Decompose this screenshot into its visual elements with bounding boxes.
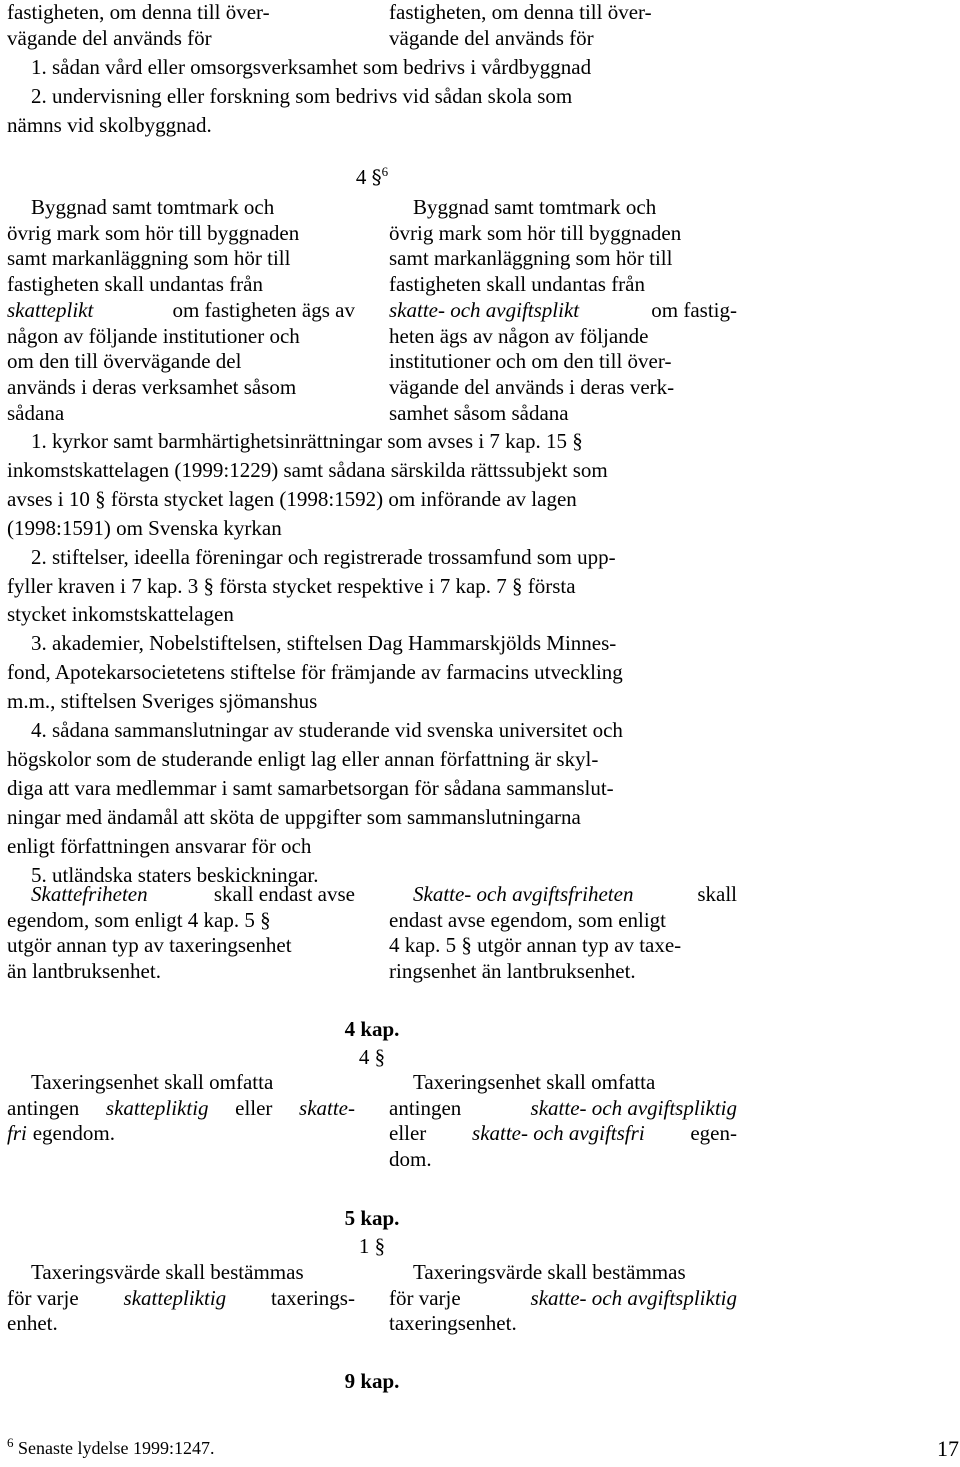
chapter-4-heading: 4 kap.: [344, 1017, 400, 1041]
list-item: diga att vara medlemmar i samt samarbetsorgan för sådana sammanslut-: [7, 775, 614, 800]
prev-left-line: vägande del används för: [7, 25, 212, 50]
text-line: sådana: [7, 400, 65, 425]
list-item: avses i 10 § första stycket lagen (1998:1592) om införande av lagen: [7, 486, 577, 511]
text-line: heten ägs av någon av följande: [389, 323, 649, 348]
text-line: ringsenhet än lantbruksenhet.: [389, 959, 636, 984]
text-run: om fastig-: [651, 297, 737, 322]
text-line: Taxeringsvärde skall bestämmas: [31, 1260, 304, 1284]
paragraph-sign: §: [371, 165, 382, 189]
section-4-right-column: [389, 195, 737, 426]
emphasis: Skatte- och avgiftsfriheten: [413, 882, 634, 906]
text-run: egen-: [690, 1121, 737, 1146]
section-4-list: [7, 427, 737, 890]
text-line: samt markanläggning som hör till: [7, 246, 291, 271]
text-line: Byggnad samt tomtmark och: [413, 195, 657, 219]
text-line: övrig mark som hör till byggnaden: [389, 220, 682, 245]
prev-left-column: [7, 0, 355, 51]
text-line: Taxeringsvärde skall bestämmas: [413, 1260, 686, 1284]
text-line: Taxeringsenhet skall omfatta: [31, 1070, 274, 1094]
list-item: 4. sådana sammanslutningar av studerande vid svenska universitet och: [31, 718, 623, 743]
text-line: används i deras verksamhet såsom: [7, 374, 297, 399]
footnote: [7, 1435, 215, 1459]
emphasis: skattepliktig: [123, 1285, 227, 1310]
footnote-text: Senaste lydelse 1999:1247.: [18, 1438, 215, 1458]
prev-left-line: fastigheten, om denna till över-: [7, 0, 270, 24]
text-run: skall: [697, 882, 737, 906]
text-line: vägande del används i deras verk-: [389, 374, 675, 399]
text-line: [389, 882, 737, 908]
text-line: [7, 298, 355, 324]
text-run: eller: [235, 1095, 273, 1120]
text-line: samhet såsom sådana: [389, 400, 569, 425]
emphasis: skatte- och avgiftspliktig: [530, 1285, 737, 1310]
text-run: egendom.: [32, 1121, 115, 1146]
prev-right-line: fastigheten, om denna till över-: [389, 0, 652, 24]
section-4-right-tail: [389, 882, 737, 985]
text-line: institutioner och om den till över-: [389, 349, 672, 374]
chapter-4-left: [7, 1070, 355, 1147]
list-item: högskolor som de studerande enligt lag eller annan författning är skyl-: [7, 746, 599, 771]
text-line: övrig mark som hör till byggnaden: [7, 220, 300, 245]
text-line: 4 kap. 5 § utgör annan typ av taxe-: [389, 933, 682, 958]
list-item: fond, Apotekarsocietetens stiftelse för främjande av farmacins utveckling: [7, 660, 623, 685]
emphasis: skatte- och avgiftsplikt: [389, 297, 580, 322]
text-line: [389, 1121, 737, 1147]
text-run: för varje: [389, 1285, 461, 1310]
text-line: taxeringsenhet.: [389, 1311, 517, 1336]
emphasis: skatte- och avgiftspliktig: [530, 1095, 737, 1120]
text-line: endast avse egendom, som enligt: [389, 907, 667, 932]
list-item: 3. akademier, Nobelstiftelsen, stiftelsen Dag Hammarskjölds Minnes-: [31, 631, 617, 656]
text-run: antingen: [7, 1095, 80, 1120]
chapter-5-left: [7, 1260, 355, 1337]
list-item: 5. utländska staters beskickningar.: [31, 862, 319, 887]
text-line: [7, 1121, 355, 1147]
chapter-4-paragraph: 4 §: [358, 1045, 386, 1069]
list-item: 1. kyrkor samt barmhärtighetsinrättningar som avses i 7 kap. 15 §: [31, 429, 583, 453]
text-line: [7, 882, 355, 908]
text-line: om den till övervägande del: [7, 349, 242, 374]
prev-right-line: vägande del används för: [389, 25, 594, 50]
emphasis: fri: [7, 1121, 27, 1146]
chapter-5-heading: 5 kap.: [344, 1206, 400, 1230]
list-item: (1998:1591) om Svenska kyrkan: [7, 515, 282, 540]
footnote-mark: 6: [7, 1435, 14, 1450]
text-line: [389, 298, 737, 324]
text-line: [7, 1096, 355, 1122]
chapter-9-heading: 9 kap.: [344, 1369, 400, 1393]
text-line: [7, 1286, 355, 1312]
text-line: än lantbruksenhet.: [7, 959, 161, 984]
list-item: enligt författningen ansvarar för och: [7, 833, 312, 858]
text-line: [389, 1286, 737, 1312]
text-run: eller: [389, 1121, 427, 1146]
list-item: m.m., stiftelsen Sveriges sjömanshus: [7, 689, 318, 714]
list-item: stycket inkomstskattelagen: [7, 602, 234, 627]
text-line: utgör annan typ av taxeringsenhet: [7, 933, 292, 958]
emphasis: skatte- och avgiftsfri: [472, 1121, 645, 1146]
chapter-5-paragraph: 1 §: [358, 1234, 386, 1258]
text-line: dom.: [389, 1147, 432, 1172]
text-line: samt markanläggning som hör till: [389, 246, 673, 271]
list-item: 2. stiftelser, ideella föreningar och registrerade trossamfund som upp-: [31, 544, 616, 569]
list-item: fyller kraven i 7 kap. 3 § första stycket respektive i 7 kap. 7 § första: [7, 573, 576, 598]
text-line: Taxeringsenhet skall omfatta: [413, 1070, 656, 1094]
emphasis: Skattefriheten: [31, 882, 148, 906]
text-run: för varje: [7, 1285, 79, 1310]
section-4-left-column: [7, 195, 355, 426]
section-number: 4: [355, 165, 367, 189]
emphasis: skattepliktig: [105, 1095, 209, 1120]
text-line: [389, 1096, 737, 1122]
text-run: om fastigheten ägs av: [172, 297, 355, 322]
section-4-heading: [7, 165, 737, 190]
text-line: fastigheten skall undantas från: [7, 272, 263, 297]
list-item: ningar med ändamål att sköta de uppgifter som sammanslutningarna: [7, 804, 581, 829]
list-item: 2. undervisning eller forskning som bedrivs vid sådan skola som: [31, 83, 573, 108]
list-item: 1. sådan vård eller omsorgsverksamhet som bedrivs i vårdbyggnad: [31, 55, 592, 79]
text-line: fastigheten skall undantas från: [389, 272, 645, 297]
text-line: någon av följande institutioner och: [7, 323, 300, 348]
footnote-reference: 6: [381, 164, 389, 179]
emphasis: skatteplikt: [7, 297, 94, 322]
list-item: inkomstskattelagen (1999:1229) samt sådana särskilda rättssubjekt som: [7, 457, 608, 482]
text-line: egendom, som enligt 4 kap. 5 §: [7, 907, 271, 932]
text-line: Byggnad samt tomtmark och: [31, 195, 275, 219]
section-4-left-tail: [7, 882, 355, 985]
prev-right-column: [389, 0, 737, 51]
text-run: antingen: [389, 1095, 462, 1120]
page-number: 17: [937, 1436, 959, 1461]
text-run: skall endast avse: [213, 882, 355, 906]
chapter-4-right: [389, 1070, 737, 1173]
prev-list: [7, 53, 737, 140]
text-run: taxerings-: [271, 1285, 355, 1310]
emphasis: skatte-: [299, 1095, 355, 1120]
chapter-5-right: [389, 1260, 737, 1337]
list-item: nämns vid skolbyggnad.: [7, 112, 212, 137]
text-line: enhet.: [7, 1311, 58, 1336]
